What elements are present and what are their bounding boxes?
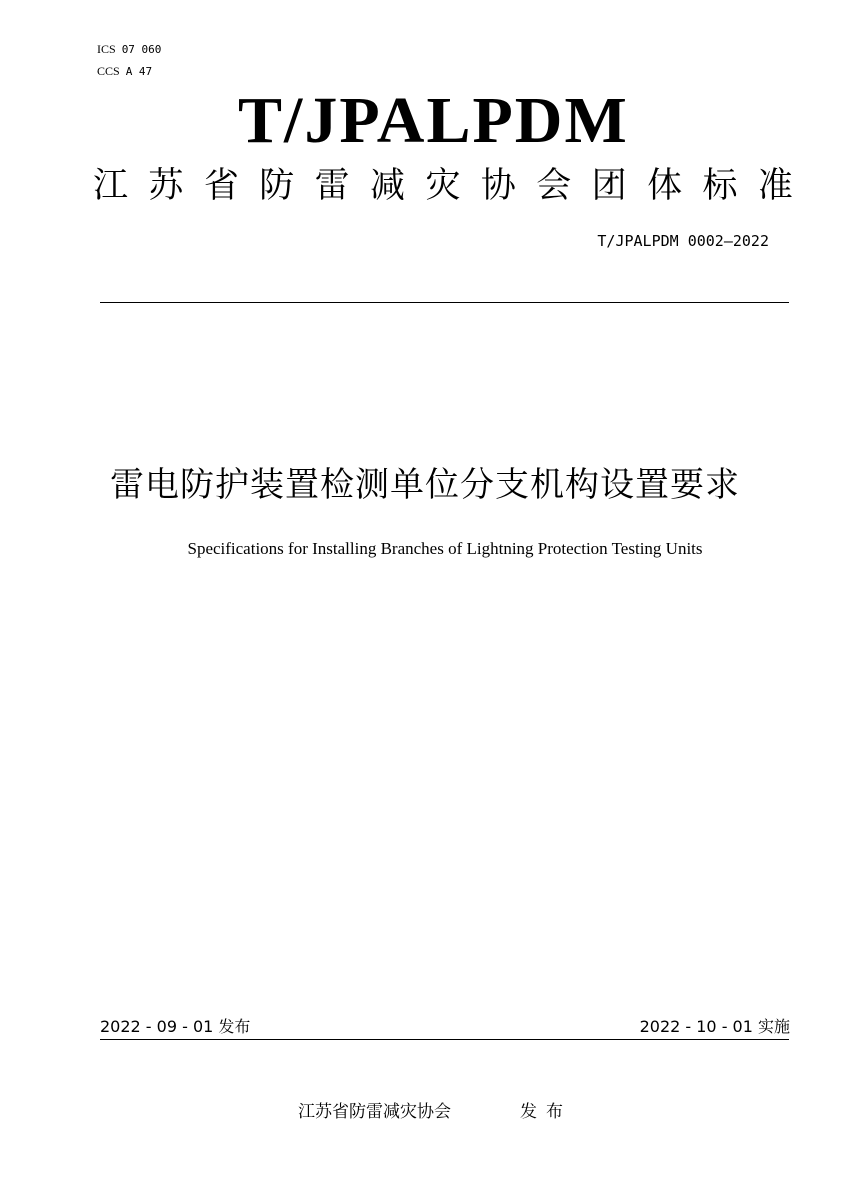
- organization-standard-title: [93, 163, 793, 209]
- standard-number: T/JPALPDM 0002—2022: [597, 232, 769, 250]
- org-title-char: 准: [757, 166, 793, 206]
- issue-label: 发布: [520, 1102, 572, 1122]
- ics-label: ICS: [97, 42, 116, 56]
- publish-date: 2022 - 09 - 01 发布: [100, 1017, 251, 1036]
- org-title-char: 雷: [314, 166, 350, 206]
- ics-code: 07 060: [121, 43, 162, 56]
- ics-classification: [97, 42, 161, 57]
- effective-date: 2022 - 10 - 01 实施: [639, 1017, 790, 1036]
- org-title-char: 江: [93, 166, 129, 206]
- org-title-char: 团: [591, 166, 627, 206]
- footer-divider: [100, 1039, 789, 1040]
- org-title-char: 减: [370, 166, 406, 206]
- org-title-char: 会: [536, 166, 572, 206]
- org-title-char: 协: [480, 166, 516, 206]
- org-title-char: 苏: [148, 166, 184, 206]
- org-title-char: 省: [203, 166, 239, 206]
- ccs-label: CCS: [97, 64, 120, 78]
- org-title-char: 防: [259, 166, 295, 206]
- ccs-classification: [97, 64, 152, 79]
- header-divider: [100, 302, 789, 303]
- standard-logo-mark: T/JPALPDM: [238, 84, 629, 157]
- org-title-char: 标: [702, 166, 738, 206]
- org-title-char: 体: [647, 166, 683, 206]
- document-title-chinese: 雷电防护装置检测单位分支机构设置要求: [110, 465, 740, 505]
- org-title-char: 灾: [425, 166, 461, 206]
- ccs-code: A 47: [125, 65, 153, 78]
- document-title-english: Specifications for Installing Branches of Lightning Protection Testing Units: [187, 539, 703, 558]
- issuing-organization: 江苏省防雷减灾协会: [298, 1102, 451, 1122]
